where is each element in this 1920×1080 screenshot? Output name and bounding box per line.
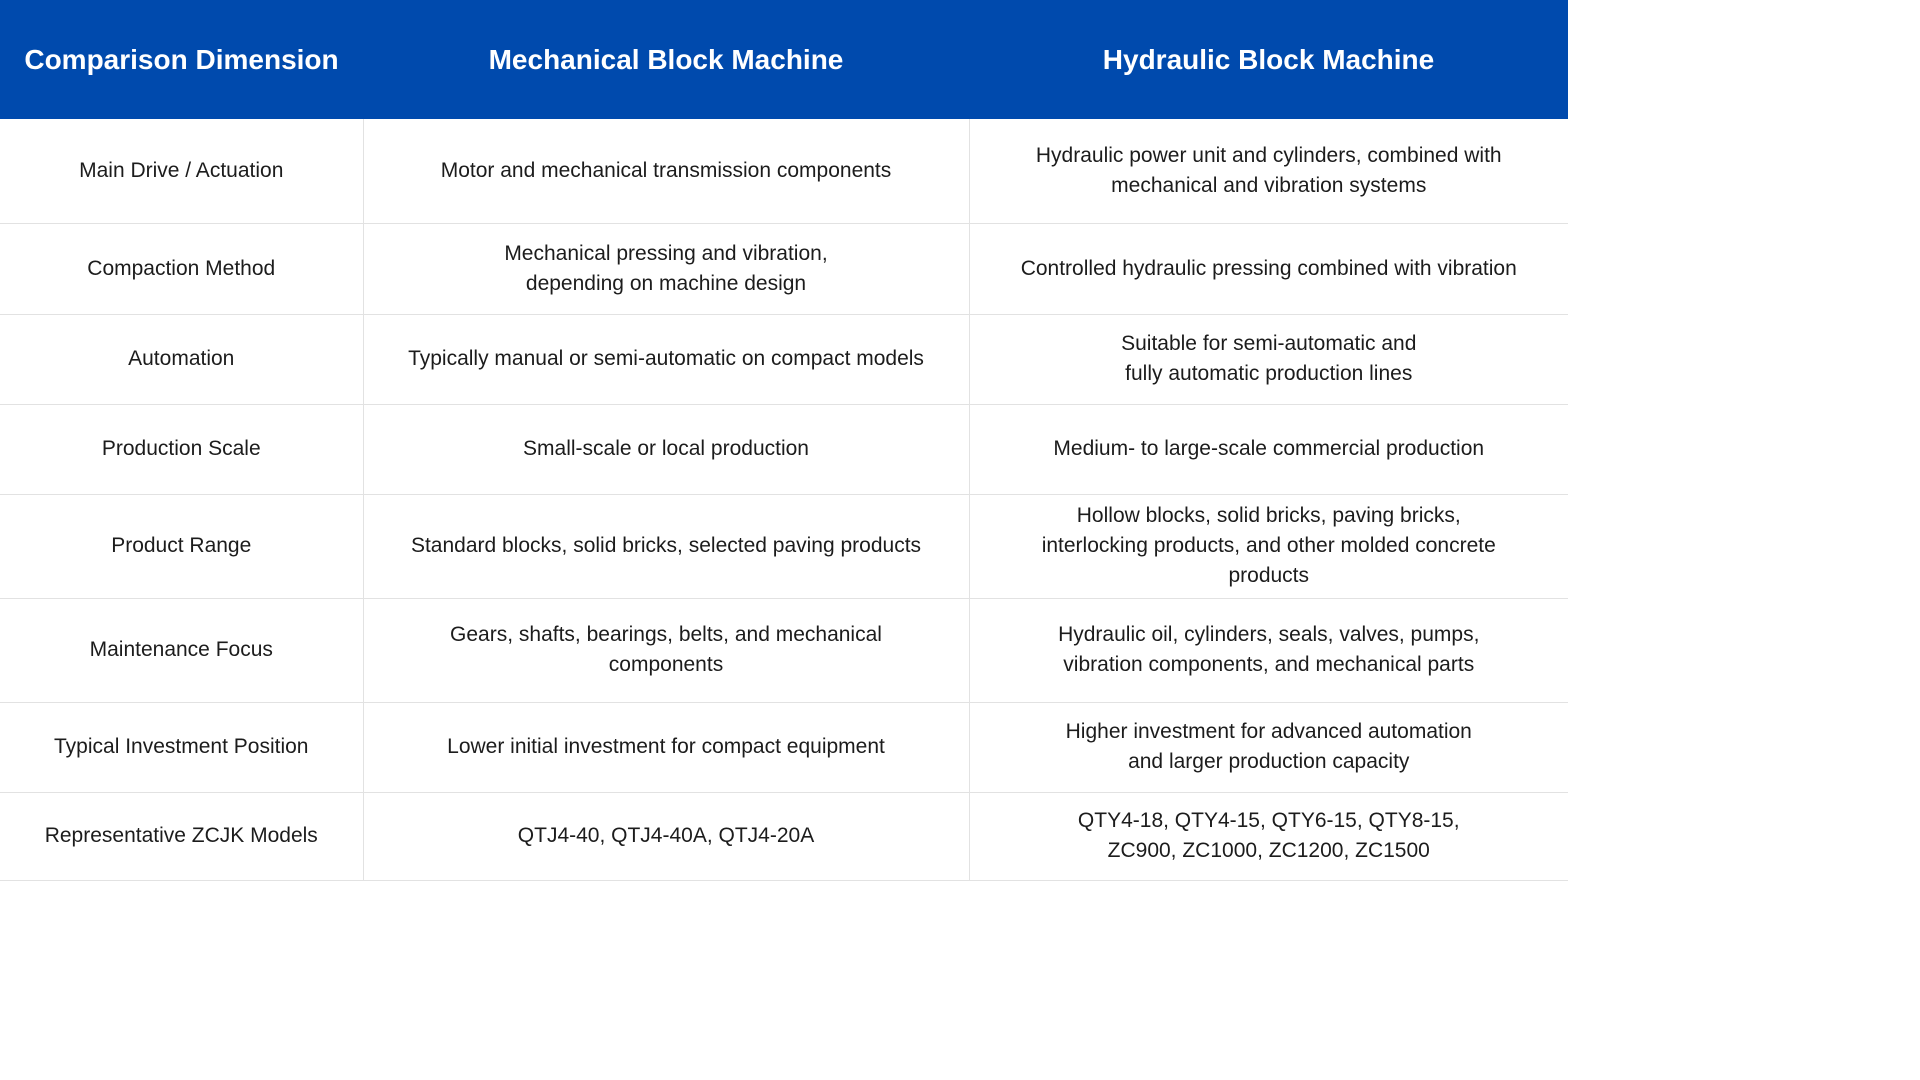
dimension-cell: Representative ZCJK Models <box>0 792 363 880</box>
mechanical-cell: Small-scale or local production <box>363 404 969 494</box>
dimension-cell: Production Scale <box>0 404 363 494</box>
dimension-cell: Compaction Method <box>0 223 363 314</box>
hydraulic-cell: Medium- to large-scale commercial production <box>969 404 1568 494</box>
hydraulic-cell: Suitable for semi-automatic and fully automatic production lines <box>969 314 1568 404</box>
mechanical-cell: Lower initial investment for compact equipment <box>363 702 969 792</box>
dimension-cell: Typical Investment Position <box>0 702 363 792</box>
hydraulic-cell: Hydraulic oil, cylinders, seals, valves, pumps, vibration components, and mechanical parts <box>969 598 1568 702</box>
table-row <box>0 223 1568 314</box>
header-hydraulic-block-machine: Hydraulic Block Machine <box>969 0 1568 119</box>
dimension-cell: Maintenance Focus <box>0 598 363 702</box>
mechanical-cell: Mechanical pressing and vibration, depending on machine design <box>363 223 969 314</box>
dimension-cell: Automation <box>0 314 363 404</box>
mechanical-cell: QTJ4-40, QTJ4-40A, QTJ4-20A <box>363 792 969 880</box>
table-row <box>0 119 1568 223</box>
header-mechanical-block-machine: Mechanical Block Machine <box>363 0 969 119</box>
header-comparison-dimension: Comparison Dimension <box>0 0 363 119</box>
table-header <box>0 0 1568 119</box>
dimension-cell: Product Range <box>0 494 363 598</box>
hydraulic-cell: QTY4-18, QTY4-15, QTY6-15, QTY8-15, ZC900, ZC1000, ZC1200, ZC1500 <box>969 792 1568 880</box>
table-row <box>0 702 1568 792</box>
mechanical-cell: Motor and mechanical transmission components <box>363 119 969 223</box>
hydraulic-cell: Controlled hydraulic pressing combined with vibration <box>969 223 1568 314</box>
table-row <box>0 404 1568 494</box>
mechanical-cell: Standard blocks, solid bricks, selected paving products <box>363 494 969 598</box>
table-row <box>0 314 1568 404</box>
hydraulic-cell: Higher investment for advanced automation and larger production capacity <box>969 702 1568 792</box>
hydraulic-cell: Hydraulic power unit and cylinders, combined with mechanical and vibration systems <box>969 119 1568 223</box>
mechanical-cell: Typically manual or semi-automatic on compact models <box>363 314 969 404</box>
table-row <box>0 494 1568 598</box>
hydraulic-cell: Hollow blocks, solid bricks, paving bricks, interlocking products, and other molded concrete products <box>969 494 1568 598</box>
table-body <box>0 119 1568 880</box>
dimension-cell: Main Drive / Actuation <box>0 119 363 223</box>
header-row <box>0 0 1568 119</box>
table-row <box>0 598 1568 702</box>
table-row <box>0 792 1568 880</box>
mechanical-cell: Gears, shafts, bearings, belts, and mechanical components <box>363 598 969 702</box>
